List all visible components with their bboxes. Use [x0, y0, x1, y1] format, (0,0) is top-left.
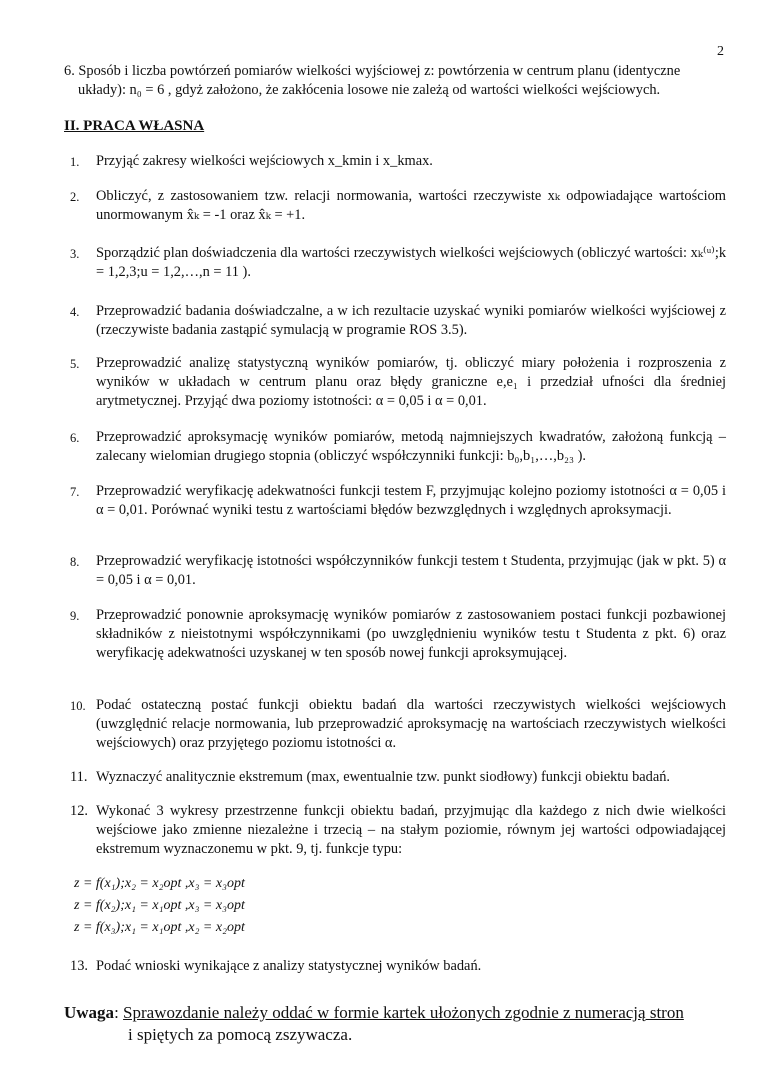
list-item-3 — [64, 244, 726, 282]
item-text: Sporządzić plan doświadczenia dla wartości rzeczywistych wielkości wejściowych (obliczyć wartości: xₖ⁽ᵘ⁾;k = 1,2,3;u = 1,2,…,n = 11 ). — [96, 245, 727, 280]
note-line-2: i spiętych za pomocą zszywacza. — [128, 1025, 353, 1044]
item-text: Podać wnioski wynikające z analizy statystycznej wyników badań. — [96, 958, 482, 974]
list-item-6 — [64, 428, 726, 466]
intro-line-2: układy): n₀ = 6 , gdyż założono, że zakłócenia losowe nie zależą od wartości wielkości wejściowych. — [78, 82, 661, 98]
list-item-5 — [64, 354, 726, 411]
formula-1: z = f(x₁);x₂ = x₂opt ,x₃ = x₃opt — [74, 876, 245, 891]
item-number: 11. — [70, 769, 88, 785]
item-number: 8. — [70, 555, 80, 569]
formula-3: z = f(x₃);x₁ = x₁opt ,x₂ = x₂opt — [74, 920, 245, 935]
item-text: Przeprowadzić aproksymację wyników pomiarów, metodą najmniejszych kwadratów, założoną funkcją – zalecany wielomian drugiego stopnia (obliczyć współczynniki funkcji: b₀,b₁,…,b₂₃ ). — [96, 429, 726, 464]
item-text: Przeprowadzić weryfikację adekwatności funkcji testem F, przyjmując kolejno poziomy istotności α = 0,05 i α = 0,01. Porównać wyniki testu z wartościami błędów bezwzględnych i względnych aproksymacji. — [96, 483, 726, 518]
list-item-2 — [64, 187, 726, 225]
item-number: 2. — [70, 190, 80, 204]
note-label: Uwaga — [64, 1003, 115, 1022]
item-number: 13. — [70, 958, 88, 974]
formula-list — [74, 873, 245, 939]
item-text: Przeprowadzić badania doświadczalne, a w ich rezultacie uzyskać wyniki pomiarów wielkości wyjściowej z (rzeczywiste badania zastąpić symulacją w programie ROS 3.5). — [96, 303, 726, 338]
list-item-11 — [64, 768, 726, 787]
item-number: 6. — [70, 431, 80, 445]
item-text: Podać ostateczną postać funkcji obiektu badań dla wartości rzeczywistych wielkości wejściowych (uwzględnić relacje normowania, lub przeprowadzić aproksymację na wartościach rzeczywistych wielkości wejściowych) oraz przyjętego poziomu istotności α. — [96, 697, 726, 751]
item-text: Przeprowadzić ponownie aproksymację wyników pomiarów z zastosowaniem postaci funkcji pozbawionej składników z nieistotnymi współczynnikami (po uwzględnieniu wyników testu t Studenta z pkt. 6) oraz weryfikację adekwatności uzyskanej w ten sposób nowej funkcji aproksymującej. — [96, 607, 726, 661]
item-number: 4. — [70, 305, 80, 319]
note-block: Uwaga: Sprawozdanie należy oddać w formie kartek ułożonych zgodnie z numeracją stron i spiętych za pomocą zszywacza. — [64, 1003, 684, 1044]
item-number: 3. — [70, 247, 80, 261]
item-text: Przyjąć zakresy wielkości wejściowych x_kmin i x_kmax. — [96, 153, 433, 169]
page-number: 2 — [717, 44, 724, 59]
item-number: 12. — [70, 803, 88, 819]
item-number: 1. — [70, 155, 80, 169]
list-item-7 — [64, 482, 726, 520]
list-item-13 — [64, 957, 726, 976]
note-line-1: Sprawozdanie należy oddać w formie kartek ułożonych zgodnie z numeracją stron — [123, 1003, 684, 1022]
intro-item-6 — [64, 62, 726, 100]
intro-line-1: 6. Sposób i liczba powtórzeń pomiarów wielkości wyjściowej z: powtórzenia w centrum planu (identyczne — [64, 63, 681, 79]
item-number: 7. — [70, 485, 80, 499]
item-number: 9. — [70, 609, 80, 623]
list-item-9 — [64, 606, 726, 663]
list-item-8 — [64, 552, 726, 590]
item-text: Obliczyć, z zastosowaniem tzw. relacji normowania, wartości rzeczywiste xₖ odpowiadające wartościom unormowanym x̂ₖ = -1 oraz x̂ₖ = +1. — [96, 188, 726, 223]
item-text: Wyznaczyć analitycznie ekstremum (max, ewentualnie tzw. punkt siodłowy) funkcji obiektu badań. — [96, 769, 671, 785]
list-item-12 — [64, 802, 726, 859]
item-number: 10. — [70, 699, 86, 713]
item-text: Wykonać 3 wykresy przestrzenne funkcji obiektu badań, przyjmując dla każdego z nich dwie wielkości wejściowe jako zmienne niezależne i trzecią – na stałym poziomie, równym jej wartości odpowiadającej ekstremum wyznaczonemu w pkt. 9, tj. funkcje typu: — [96, 803, 726, 857]
formula-2: z = f(x₂);x₁ = x₁opt ,x₃ = x₃opt — [74, 898, 245, 913]
item-text: Przeprowadzić weryfikację istotności współczynników funkcji testem t Studenta, przyjmując (jak w pkt. 5) α = 0,05 i α = 0,01. — [96, 553, 726, 588]
item-text: Przeprowadzić analizę statystyczną wyników pomiarów, tj. obliczyć miary położenia i rozproszenia z wyników w układach w centrum planu oraz błędy graniczne e,e₁ i przedział ufności dla średniej arytmetycznej. Przyjąć dwa poziomy istotności: α = 0,05 i α = 0,01. — [96, 355, 726, 409]
item-number: 5. — [70, 357, 80, 371]
list-item-4 — [64, 302, 726, 340]
list-item-1 — [64, 152, 726, 171]
list-item-10 — [64, 696, 726, 753]
section-title: II. PRACA WŁASNA — [64, 118, 205, 134]
